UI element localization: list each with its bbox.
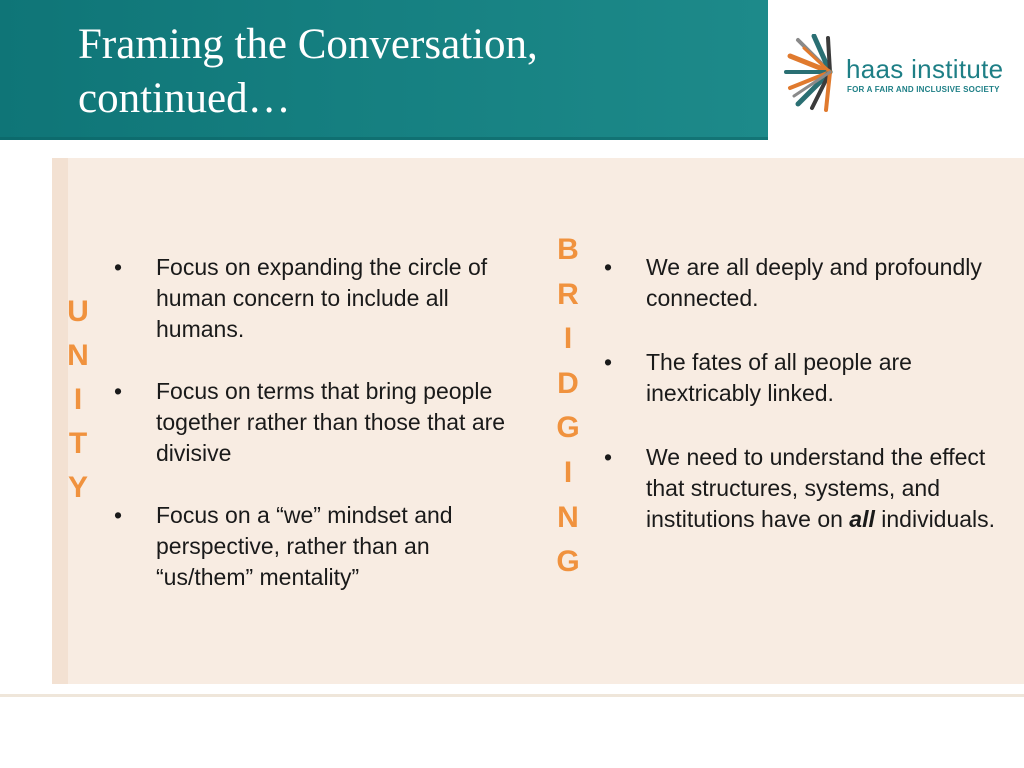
haas-institute-logo xyxy=(784,34,1004,114)
bridging-letter: I xyxy=(563,455,573,489)
unity-letter: I xyxy=(73,383,83,416)
unity-bullet-list xyxy=(114,252,514,593)
unity-bullet-item xyxy=(114,500,514,593)
bridging-bullet-item xyxy=(604,442,1004,535)
bridging-bullet-item xyxy=(604,252,1004,314)
unity-bullet-item xyxy=(114,252,514,345)
bridging-letter: R xyxy=(557,277,579,311)
title-line-1: Framing the Conversation, xyxy=(78,21,538,68)
bridging-letter: N xyxy=(557,500,579,534)
bridging-letter: I xyxy=(563,322,573,356)
footer-divider xyxy=(0,694,1024,697)
starburst-logo-icon xyxy=(784,34,844,114)
bullet-icon: • xyxy=(114,502,123,528)
title-banner xyxy=(0,0,768,140)
unity-vertical-word xyxy=(56,290,100,510)
bridging-bullet-text-end: individuals. xyxy=(881,506,996,532)
unity-bullet-text: Focus on terms that bring people together rather than those that are divisive xyxy=(156,378,506,466)
unity-bullet-text: Focus on a “we” mindset and perspective, rather than an “us/them” mentality” xyxy=(156,502,453,590)
unity-letter: N xyxy=(67,339,89,372)
unity-letter: Y xyxy=(67,471,88,504)
bullet-icon: • xyxy=(604,254,613,280)
title-line-2: continued… xyxy=(78,75,291,122)
bridging-letter: G xyxy=(556,411,580,445)
bullet-icon: • xyxy=(114,254,123,280)
bridging-bullet-item xyxy=(604,347,1004,409)
logo-name: haas institute xyxy=(846,54,1004,84)
bridging-vertical-word xyxy=(546,228,590,585)
logo-tagline: FOR A FAIR AND INCLUSIVE SOCIETY xyxy=(847,85,1000,94)
bullet-icon: • xyxy=(604,349,613,375)
emphasis-all: all xyxy=(849,506,875,532)
bridging-letter: G xyxy=(556,545,580,579)
unity-letter: T xyxy=(68,427,88,460)
slide-title xyxy=(78,18,718,126)
unity-bullet-item xyxy=(114,376,514,469)
bridging-bullet-list xyxy=(604,252,1004,535)
bridging-letter: B xyxy=(557,233,579,266)
bridging-bullet-text: We need to understand the effect that structures, systems, and institutions have on xyxy=(646,444,986,532)
unity-letter: U xyxy=(67,295,89,328)
bridging-letter: D xyxy=(557,366,579,400)
bridging-bullet-text: The fates of all people are inextricably linked. xyxy=(646,349,912,406)
bullet-icon: • xyxy=(604,444,613,470)
unity-bullet-text: Focus on expanding the circle of human concern to include all humans. xyxy=(156,254,488,342)
bridging-bullet-text: We are all deeply and profoundly connected. xyxy=(646,254,982,311)
bullet-icon: • xyxy=(114,378,123,404)
